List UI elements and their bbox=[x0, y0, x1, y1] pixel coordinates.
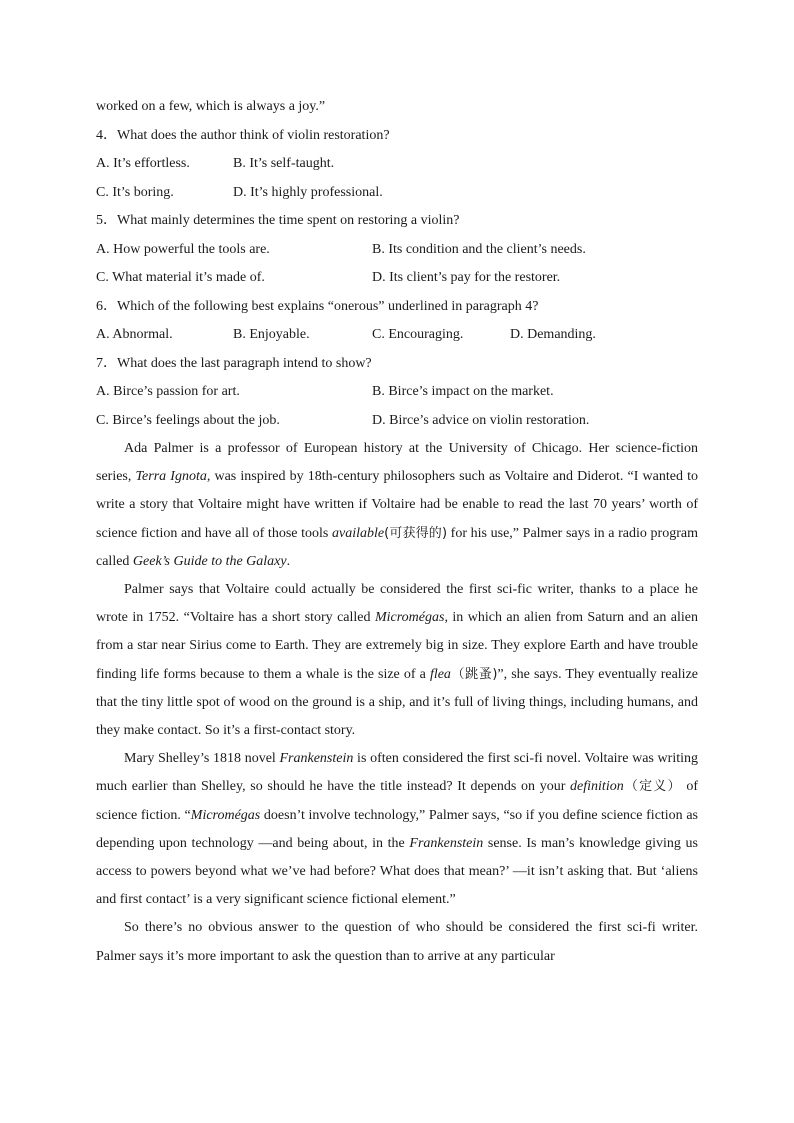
question-5: 5．What mainly determines the time spent on restoring a violin? bbox=[96, 213, 460, 228]
option-b: B. Enjoyable. bbox=[233, 327, 310, 342]
option-a: A. How powerful the tools are. bbox=[96, 241, 270, 257]
question-5-options-row2 bbox=[96, 264, 698, 293]
passage-paragraph-4: So there’s no obvious answer to the question of who should be considered the first sci-fi writer. Palmer says it’s more important to ask the question than to arrive at any particular bbox=[96, 920, 698, 964]
option-a: A. It’s effortless. bbox=[96, 156, 190, 171]
option-a: A. Abnormal. bbox=[96, 327, 173, 342]
question-6: 6．Which of the following best explains “onerous” underlined in paragraph 4? bbox=[96, 298, 539, 314]
question-5-options-row1 bbox=[96, 236, 698, 265]
question-4-options-row2 bbox=[96, 179, 698, 208]
question-6-options bbox=[96, 321, 698, 350]
question-4: 4．What does the author think of violin restoration? bbox=[96, 127, 390, 143]
option-b: B. Birce’s impact on the market. bbox=[372, 384, 554, 399]
document-page bbox=[96, 93, 698, 971]
option-c: C. It’s boring. bbox=[96, 184, 174, 200]
option-d: D. Birce’s advice on violin restoration. bbox=[372, 412, 590, 428]
option-c: C. What material it’s made of. bbox=[96, 270, 265, 285]
option-b: B. It’s self-taught. bbox=[233, 156, 335, 171]
option-c: C. Encouraging. bbox=[372, 327, 464, 342]
question-7-options-row1 bbox=[96, 378, 698, 407]
question-7-options-row2 bbox=[96, 407, 698, 436]
question-4-options-row1 bbox=[96, 150, 698, 179]
option-b: B. Its condition and the client’s needs. bbox=[372, 241, 586, 257]
passage-paragraph-1: Ada Palmer is a professor of European history at the University of Chicago. Her science-fiction series, Terra Ignota, was inspired by 18th-century philosophers such as Voltaire and Diderot. “I wanted to write a story that Voltaire might have written if Voltaire had be enable to read the last 70 years’ worth of science fiction and have all of those tools available(可获得的) for his use,” Palmer says in a radio program called Geek’s Guide to the Galaxy. bbox=[96, 441, 698, 569]
option-c: C. Birce’s feelings about the job. bbox=[96, 412, 280, 428]
question-7: 7．What does the last paragraph intend to show? bbox=[96, 355, 372, 371]
passage-paragraph-2: Palmer says that Voltaire could actually be considered the first sci-fic writer, thanks to a place he wrote in 1752. “Voltaire has a short story called Micromégas, in which an alien from Saturn and an alien from a star near Sirius come to Earth. They are extremely big in size. They explore Earth and have trouble finding life forms because to them a whale is the size of a flea（跳蚤)”, she says. They eventually realize that the tiny little spot of wood on the ground is a ship, and it’s full of living things, including humans, and they make contact. So it’s a first-contact story. bbox=[96, 582, 698, 739]
option-a: A. Birce’s passion for art. bbox=[96, 384, 240, 399]
option-d: D. Its client’s pay for the restorer. bbox=[372, 270, 561, 285]
option-d: D. It’s highly professional. bbox=[233, 184, 383, 200]
option-d: D. Demanding. bbox=[510, 327, 596, 342]
intro-line: worked on a few, which is always a joy.” bbox=[96, 99, 326, 114]
passage-paragraph-3: Mary Shelley’s 1818 novel Frankenstein is often considered the first sci-fi novel. Voltaire was writing much earlier than Shelley, so should he have the title instead? It depends on your definition（定义） of science fiction. “Micromégas doesn’t involve technology,” Palmer says, “so if you define science fiction as depending upon technology —and being about, in the Frankenstein sense. Is man’s knowledge giving us access to powers beyond what we’ve had before? What does that mean?’ —it isn’t asking that. But ‘aliens and first contact’ is a very significant science fictional element.” bbox=[96, 751, 699, 908]
